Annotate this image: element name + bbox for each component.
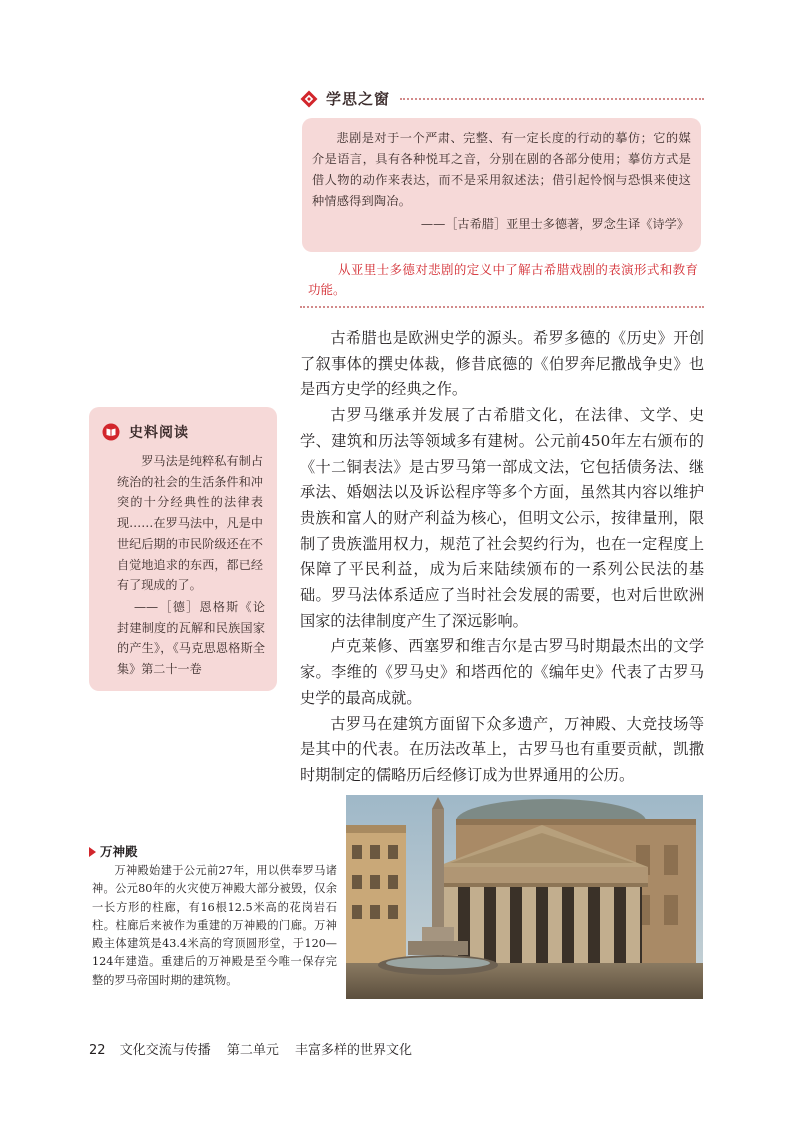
source-reading-box bbox=[89, 407, 277, 691]
paragraph: 古罗马继承并发展了古希腊文化，在法律、文学、史学、建筑和历法等领域多有建树。公元前450年左右颁布的《十二铜表法》是古罗马第一部成文法，它包括债务法、继承法、婚姻法以及诉讼程序等多个方面，虽然其内容以维护贵族和富人的财产利益为核心，但明文公示，按律量刑，限制了贵族滥用权力，规范了社会契约行为，也在一定程度上保障了平民利益，成为后来陆续颁布的一系列公民法的基础。罗马法体系适应了当时社会发展的需要，也对后世欧洲国家的法律制度产生了深远影响。 bbox=[300, 406, 704, 630]
pantheon-illustration bbox=[346, 795, 703, 999]
think-window-title: 学思之窗 bbox=[326, 90, 391, 108]
caption-arrow-icon bbox=[89, 847, 96, 857]
source-reading-text: 罗马法是纯粹私有制占统治的社会的生活条件和冲突的十分经典性的法律表现……在罗马法中，凡是中世纪后期的市民阶级还在不自觉地追求的东西，都已经有了现成的了。 bbox=[117, 454, 263, 593]
quote-source: ——［古希腊］亚里士多德著，罗念生译《诗学》 bbox=[420, 217, 689, 231]
page-footer bbox=[89, 1039, 412, 1058]
figure-title: 万神殿 bbox=[100, 844, 138, 859]
page-number: 22 bbox=[89, 1043, 106, 1058]
pantheon-photo bbox=[346, 795, 703, 999]
think-window-bottom-divider bbox=[300, 306, 704, 308]
unit-label: 第二单元 bbox=[226, 1043, 279, 1058]
book-icon bbox=[102, 423, 120, 441]
quote-box bbox=[302, 118, 701, 252]
source-reading-title: 史料阅读 bbox=[129, 425, 189, 441]
unit-title: 丰富多样的世界文化 bbox=[295, 1043, 413, 1058]
paragraph: 古希腊也是欧洲史学的源头。希罗多德的《历史》开创了叙事体的撰史体裁，修昔底德的《伯罗奔尼撒战争史》也是西方史学的经典之作。 bbox=[300, 329, 704, 399]
think-window-header bbox=[300, 86, 704, 112]
quote-text: 悲剧是对于一个严肃、完整、有一定长度的行动的摹仿；它的媒介是语言，具有各种悦耳之音，分别在剧的各部分使用；摹仿方式是借人物的动作来表达，而不是采用叙述法；借引起怜悯与恐惧来使这种情感得到陶冶。 bbox=[312, 131, 691, 208]
paragraph: 卢克莱修、西塞罗和维吉尔是古罗马时期最杰出的文学家。李维的《罗马史》和塔西佗的《编年史》代表了古罗马史学的最高成就。 bbox=[300, 637, 704, 707]
main-text bbox=[300, 326, 704, 789]
paragraph: 古罗马在建筑方面留下众多遗产，万神殿、大竞技场等是其中的代表。在历法改革上，古罗马也有重要贡献，凯撒时期制定的儒略历后经修订成为世界通用的公历。 bbox=[300, 714, 704, 784]
diamond-icon bbox=[300, 90, 318, 108]
think-window-divider bbox=[400, 98, 704, 100]
source-reading-reference: ——［德］恩格斯《论封建制度的瓦解和民族国家的产生》，《马克思恩格斯全集》第二十一卷 bbox=[117, 600, 265, 677]
think-window-task: 从亚里士多德对悲剧的定义中了解古希腊戏剧的表演形式和教育功能。 bbox=[308, 262, 698, 297]
book-title: 文化交流与传播 bbox=[119, 1043, 211, 1058]
figure-caption: 万神殿始建于公元前27年，用以供奉罗马诸神。公元80年的火灾使万神殿大部分被毁，仅余一长方形的柱廊，有16根12.5米高的花岗岩石柱。柱廊后来被作为重建的万神殿的门廊。万神殿主体建筑是43.4米高的穹顶圆形堂，于120—124年建造。重建后的万神殿是至今唯一保存完整的罗马帝国时期的建筑物。 bbox=[92, 864, 337, 987]
